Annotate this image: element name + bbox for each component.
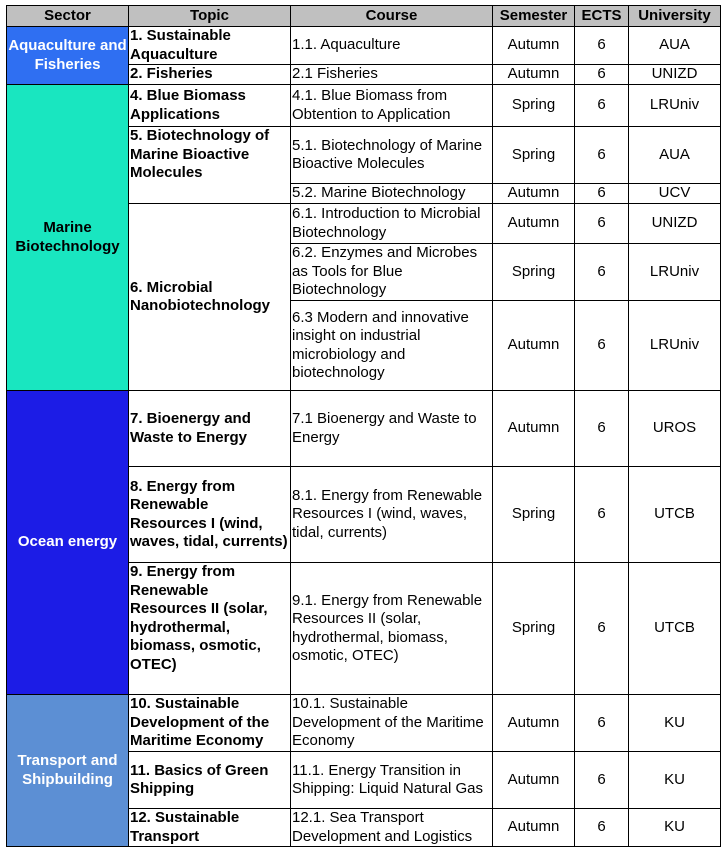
course-cell: 2.1 Fisheries	[291, 65, 493, 85]
university-cell: UCV	[629, 184, 721, 204]
course-cell: 5.1. Biotechnology of Marine Bioactive Molecules	[291, 127, 493, 184]
header-topic: Topic	[129, 6, 291, 27]
table-row	[7, 695, 721, 752]
header-course: Course	[291, 6, 493, 27]
header-semester: Semester	[493, 6, 575, 27]
semester-cell: Autumn	[493, 301, 575, 391]
ects-cell: 6	[575, 563, 629, 695]
ects-cell: 6	[575, 127, 629, 184]
ects-cell: 6	[575, 391, 629, 467]
semester-cell: Autumn	[493, 391, 575, 467]
university-cell: LRUniv	[629, 244, 721, 301]
header-university: University	[629, 6, 721, 27]
header-sector: Sector	[7, 6, 129, 27]
semester-cell: Autumn	[493, 752, 575, 809]
topic-cell: 6. Microbial Nanobiotechnology	[129, 204, 291, 391]
university-cell: UNIZD	[629, 65, 721, 85]
ects-cell: 6	[575, 695, 629, 752]
semester-cell: Autumn	[493, 695, 575, 752]
ects-cell: 6	[575, 85, 629, 127]
sector-aquaculture: Aquaculture and Fisheries	[7, 27, 129, 85]
course-cell: 9.1. Energy from Renewable Resources II (solar, hydrothermal, biomass, osmotic, OTEC)	[291, 563, 493, 695]
course-cell: 1.1. Aquaculture	[291, 27, 493, 65]
table-row	[7, 27, 721, 65]
course-cell: 10.1. Sustainable Development of the Maritime Economy	[291, 695, 493, 752]
ects-cell: 6	[575, 204, 629, 244]
semester-cell: Autumn	[493, 184, 575, 204]
sector-transport-shipbuilding: Transport and Shipbuilding	[7, 695, 129, 847]
header-row	[7, 6, 721, 27]
ects-cell: 6	[575, 301, 629, 391]
ects-cell: 6	[575, 65, 629, 85]
topic-cell: 8. Energy from Renewable Resources I (wind, waves, tidal, currents)	[129, 467, 291, 563]
semester-cell: Autumn	[493, 65, 575, 85]
semester-cell: Spring	[493, 467, 575, 563]
course-cell: 8.1. Energy from Renewable Resources I (wind, waves, tidal, currents)	[291, 467, 493, 563]
course-cell: 6.3 Modern and innovative insight on industrial microbiology and biotechnology	[291, 301, 493, 391]
course-cell: 6.1. Introduction to Microbial Biotechnology	[291, 204, 493, 244]
university-cell: LRUniv	[629, 85, 721, 127]
semester-cell: Spring	[493, 244, 575, 301]
university-cell: UTCB	[629, 563, 721, 695]
topic-cell: 5. Biotechnology of Marine Bioactive Molecules	[129, 127, 291, 204]
course-cell: 4.1. Blue Biomass from Obtention to Application	[291, 85, 493, 127]
ects-cell: 6	[575, 467, 629, 563]
ects-cell: 6	[575, 184, 629, 204]
semester-cell: Spring	[493, 127, 575, 184]
ects-cell: 6	[575, 809, 629, 847]
course-cell: 12.1. Sea Transport Development and Logistics	[291, 809, 493, 847]
ects-cell: 6	[575, 752, 629, 809]
course-cell: 5.2. Marine Biotechnology	[291, 184, 493, 204]
ects-cell: 6	[575, 27, 629, 65]
topic-cell: 10. Sustainable Development of the Maritime Economy	[129, 695, 291, 752]
course-table-container	[6, 5, 721, 847]
course-cell: 11.1. Energy Transition in Shipping: Liquid Natural Gas	[291, 752, 493, 809]
university-cell: KU	[629, 809, 721, 847]
topic-cell: 11. Basics of Green Shipping	[129, 752, 291, 809]
sector-ocean-energy: Ocean energy	[7, 391, 129, 695]
university-cell: AUA	[629, 127, 721, 184]
topic-cell: 1. Sustainable Aquaculture	[129, 27, 291, 65]
university-cell: UNIZD	[629, 204, 721, 244]
university-cell: LRUniv	[629, 301, 721, 391]
semester-cell: Spring	[493, 85, 575, 127]
topic-cell: 7. Bioenergy and Waste to Energy	[129, 391, 291, 467]
semester-cell: Spring	[493, 563, 575, 695]
university-cell: UROS	[629, 391, 721, 467]
semester-cell: Autumn	[493, 27, 575, 65]
semester-cell: Autumn	[493, 809, 575, 847]
topic-cell: 2. Fisheries	[129, 65, 291, 85]
topic-cell: 4. Blue Biomass Applications	[129, 85, 291, 127]
course-cell: 7.1 Bioenergy and Waste to Energy	[291, 391, 493, 467]
table-row	[7, 85, 721, 127]
semester-cell: Autumn	[493, 204, 575, 244]
course-table	[6, 5, 721, 847]
ects-cell: 6	[575, 244, 629, 301]
university-cell: KU	[629, 752, 721, 809]
topic-cell: 12. Sustainable Transport	[129, 809, 291, 847]
university-cell: AUA	[629, 27, 721, 65]
header-ects: ECTS	[575, 6, 629, 27]
topic-cell: 9. Energy from Renewable Resources II (solar, hydrothermal, biomass, osmotic, OTEC)	[129, 563, 291, 695]
table-row	[7, 391, 721, 467]
sector-marine-biotechnology: Marine Biotechnology	[7, 85, 129, 391]
university-cell: UTCB	[629, 467, 721, 563]
course-cell: 6.2. Enzymes and Microbes as Tools for Blue Biotechnology	[291, 244, 493, 301]
university-cell: KU	[629, 695, 721, 752]
